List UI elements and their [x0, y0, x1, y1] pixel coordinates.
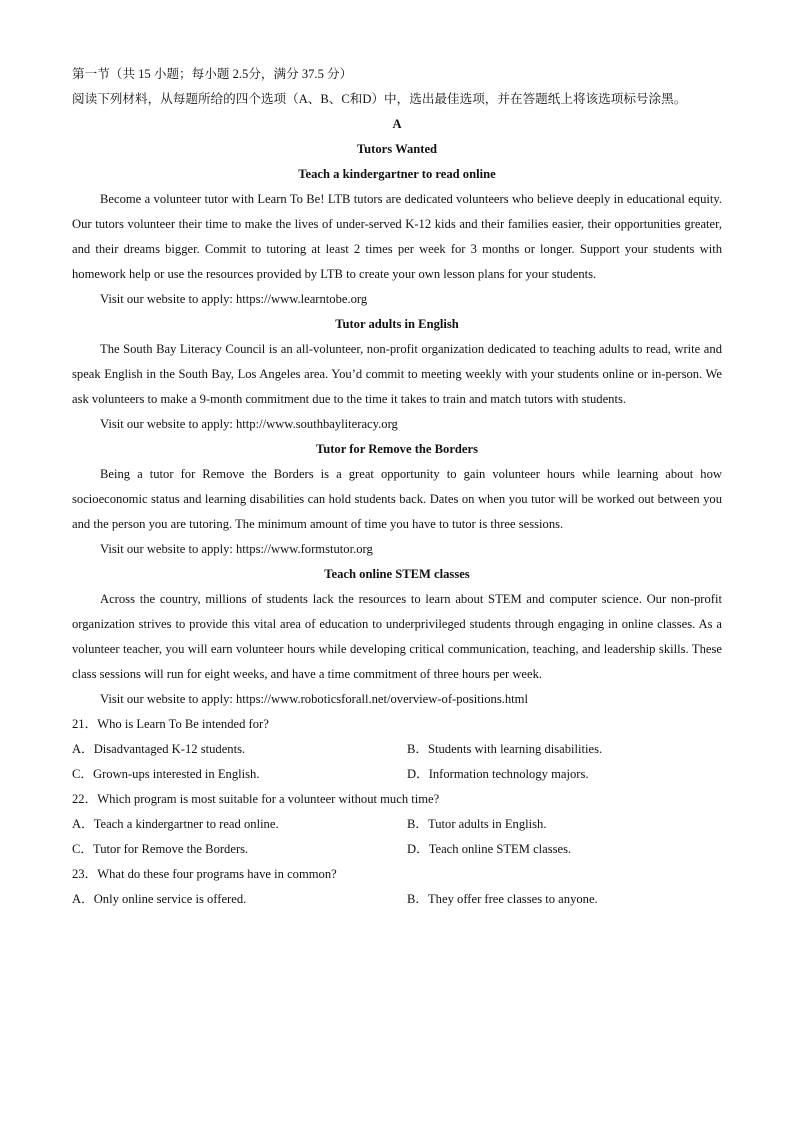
- exam-page: [72, 62, 722, 912]
- program-heading: Tutor for Remove the Borders: [315, 442, 479, 456]
- program-heading: Teach a kindergartner to read online: [298, 167, 496, 181]
- program-body: Across the country, millions of students lack the resources to learn about STEM and computer science. Our non-profit organization strives to provide this vital area of education to underprivileged students through engaging in online classes. As a volunteer teacher, you will earn volunteer hours while developing critical communication, teaching, and leadership skills. These class sessions will run for eight weeks, and have a time commitment of three hours per week.: [72, 592, 722, 681]
- program-body: Being a tutor for Remove the Borders is a great opportunity to gain volunteer hours while learning about how socioeconomic status and learning disabilities can hold students back. Dates on when you tutor will be worked out between you and the person you are tutoring. The minimum amount of time you have to tutor is three sessions.: [72, 467, 722, 531]
- section-header: 第一节（共 15 小题；每小题 2.5分，满分 37.5 分）: [72, 67, 353, 81]
- option-a[interactable]: A．Teach a kindergartner to read online.: [72, 817, 279, 831]
- question-stem: 23．What do these four programs have in common?: [72, 867, 337, 881]
- option-b[interactable]: B．Students with learning disabilities.: [407, 742, 603, 756]
- option-a[interactable]: A．Disadvantaged K-12 students.: [72, 742, 246, 756]
- program-heading: Teach online STEM classes: [324, 567, 470, 581]
- program-website: Visit our website to apply: http://www.southbayliteracy.org: [100, 417, 398, 431]
- program-website: Visit our website to apply: https://www.roboticsforall.net/overview-of-positions.html: [100, 692, 528, 706]
- option-d[interactable]: D．Information technology majors.: [407, 767, 589, 781]
- program-section-2: [72, 312, 722, 437]
- option-c[interactable]: C．Tutor for Remove the Borders.: [72, 842, 249, 856]
- instruction-text: 阅读下列材料，从每题所给的四个选项（A、B、C和D）中，选出最佳选项，并在答题纸上将该选项标号涂黑。: [72, 92, 687, 106]
- program-body: The South Bay Literacy Council is an all-volunteer, non-profit organization dedicated to teaching adults to read, write and speak English in the South Bay, Los Angeles area. You’d commit to meeting weekly with your students online or in-person. We ask volunteers to make a 9-month commitment due to the time it takes to train and match tutors with students.: [72, 342, 722, 406]
- program-section-3: [72, 437, 722, 562]
- option-b[interactable]: B．They offer free classes to anyone.: [407, 892, 598, 906]
- passage-title: Tutors Wanted: [356, 142, 438, 156]
- program-section-4: [72, 562, 722, 712]
- question-stem: 22．Which program is most suitable for a volunteer without much time?: [72, 792, 440, 806]
- program-website: Visit our website to apply: https://www.formstutor.org: [100, 542, 373, 556]
- option-b[interactable]: B．Tutor adults in English.: [407, 817, 547, 831]
- program-section-1: [72, 162, 722, 312]
- option-a[interactable]: A．Only online service is offered.: [72, 892, 247, 906]
- option-d[interactable]: D．Teach online STEM classes.: [407, 842, 572, 856]
- passage-letter: A: [392, 117, 402, 131]
- question-stem: 21．Who is Learn To Be intended for?: [72, 717, 269, 731]
- program-body: Become a volunteer tutor with Learn To Be! LTB tutors are dedicated volunteers who believe deeply in educational equity. Our tutors volunteer their time to make the lives of under-served K-12 kids and their families easier, their opportunities greater, and their dreams bigger. Commit to tutoring at least 2 times per week for 3 months or longer. Support your students with homework help or use the resources provided by LTB to create your own lesson plans for your students.: [72, 192, 722, 281]
- question-23: [72, 862, 722, 912]
- question-21: [72, 712, 722, 787]
- question-22: [72, 787, 722, 862]
- option-c[interactable]: C．Grown-ups interested in English.: [72, 767, 260, 781]
- program-heading: Tutor adults in English: [335, 317, 459, 331]
- program-website: Visit our website to apply: https://www.learntobe.org: [100, 292, 368, 306]
